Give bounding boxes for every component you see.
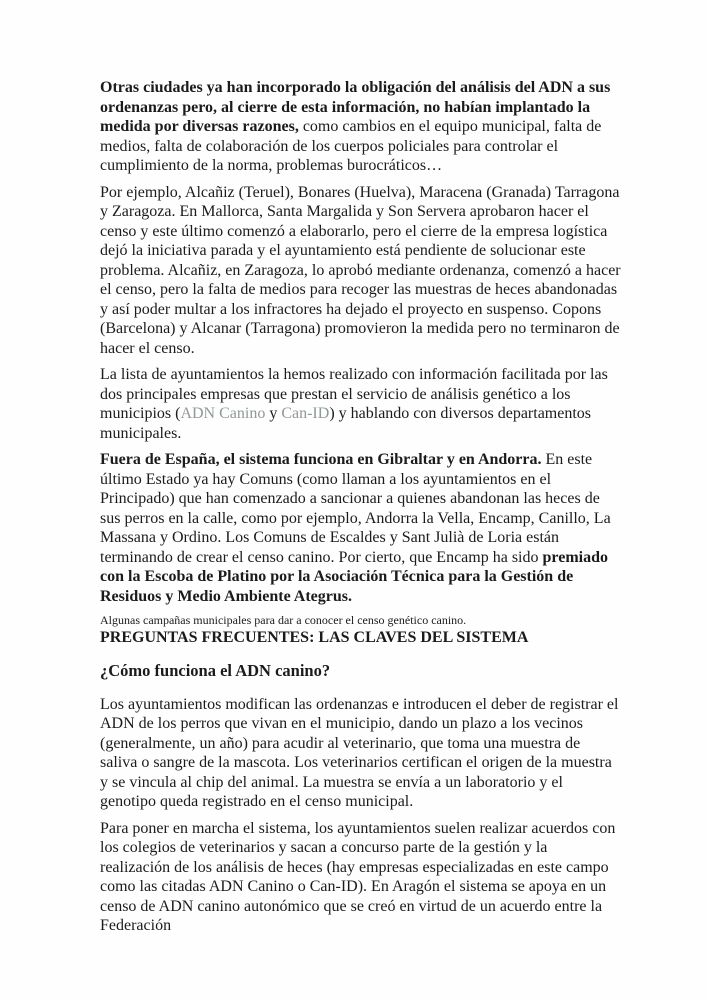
paragraph-fuera-de-espana-bold-tail: premiado con la Escoba de Platino por la Asociación Técnica para la Gestión de Residuos y Medio Ambiente Ategrus. — [100, 548, 608, 605]
paragraph-para-poner — [100, 819, 621, 936]
section-heading-preguntas-frecuentes: PREGUNTAS FRECUENTES: LAS CLAVES DEL SISTEMA — [100, 629, 529, 646]
paragraph-la-lista — [100, 365, 621, 443]
paragraph-fuera-de-espana — [100, 450, 621, 606]
paragraph-por-ejemplo — [100, 183, 621, 359]
paragraph-otras-ciudades-rest: como cambios en el equipo municipal, falta de medios, falta de colaboración de los cuerpos policiales para controlar el cumplimiento de la norma, problemas burocráticos… — [100, 118, 602, 174]
question-heading-como-funciona: ¿Cómo funciona el ADN canino? — [100, 660, 331, 680]
company-name-adn-canino: ADN Canino — [180, 405, 266, 422]
paragraph-la-lista-lead: La lista de ayuntamientos la hemos realizado con información facilitada por las dos principales empresas que prestan el servicio de análisis genético a los municipios ( — [100, 366, 608, 422]
document-body — [100, 78, 621, 936]
paragraph-los-ayuntamientos-text: Los ayuntamientos modifican las ordenanzas e introducen el deber de registrar el ADN de los perros que vivan en el municipio, dando un plazo a los vecinos (generalmente, un año) para acudir al veterinario, que toma una muestra de saliva o sangre de la mascota. Los veterinarios certifican el origen de la muestra y se vincula al chip del animal. La muestra se envía a un laboratorio y el genotipo queda registrado en el censo municipal. — [100, 695, 619, 810]
paragraph-fuera-de-espana-bold-lead: Fuera de España, el sistema funciona en Gibraltar y en Andorra. — [100, 451, 542, 468]
company-name-can-id: Can-ID — [281, 405, 330, 422]
paragraph-los-ayuntamientos — [100, 695, 621, 812]
paragraph-la-lista-tail: ) y hablando con diversos departamentos municipales. — [100, 405, 592, 442]
paragraph-otras-ciudades-bold-lead: Otras ciudades ya han incorporado la obligación del análisis del ADN a sus ordenanzas pero, al cierre de esta información, no habían implantado la medida por diversas razones, — [100, 79, 611, 135]
paragraph-para-poner-text: Para poner en marcha el sistema, los ayuntamientos suelen realizar acuerdos con los colegios de veterinarios y sacan a concurso parte de la gestión y la realización de los análisis de heces (hay empresas especializadas en este campo como las citadas ADN Canino o Can-ID). En Aragón el sistema se apoya en un censo de ADN canino autonómico que se creó en virtud de un acuerdo entre la Federación — [100, 819, 616, 934]
photo-caption: Algunas campañas municipales para dar a conocer el censo genético canino. — [100, 613, 467, 627]
paragraph-por-ejemplo-text: Por ejemplo, Alcañiz (Teruel), Bonares (Huelva), Maracena (Granada) Tarragona y Zaragoza. En Mallorca, Santa Margalida y Son Servera aprobaron hacer el censo y este último comenzó a elaborarlo, pero el cierre de la empresa logística dejó la iniciativa parada y el ayuntamiento está pendiente de solucionar este problema. Alcañiz, en Zaragoza, lo aprobó mediante ordenanza, comenzó a hacer el censo, pero la falta de medios para recoger las muestras de heces abandonadas y así poder multar a los infractores ha dejado el proyecto en suspenso. Copons (Barcelona) y Alcanar (Tarragona) promovieron la medida pero no terminaron de hacer el censo. — [100, 183, 621, 357]
paragraph-la-lista-mid: y — [265, 405, 282, 422]
paragraph-fuera-de-espana-mid: En este último Estado ya hay Comuns (como llaman a los ayuntamientos en el Principado) que han comenzado a sancionar a quienes abandonan las heces de sus perros en la calle, como por ejemplo, Andorra la Vella, Encamp, Canillo, La Massana y Ordino. Los Comuns de Escaldes y Sant Julià de Loria están terminando de crear el censo canino. Por cierto, que Encamp ha sido — [100, 451, 611, 566]
paragraph-otras-ciudades — [100, 78, 621, 176]
